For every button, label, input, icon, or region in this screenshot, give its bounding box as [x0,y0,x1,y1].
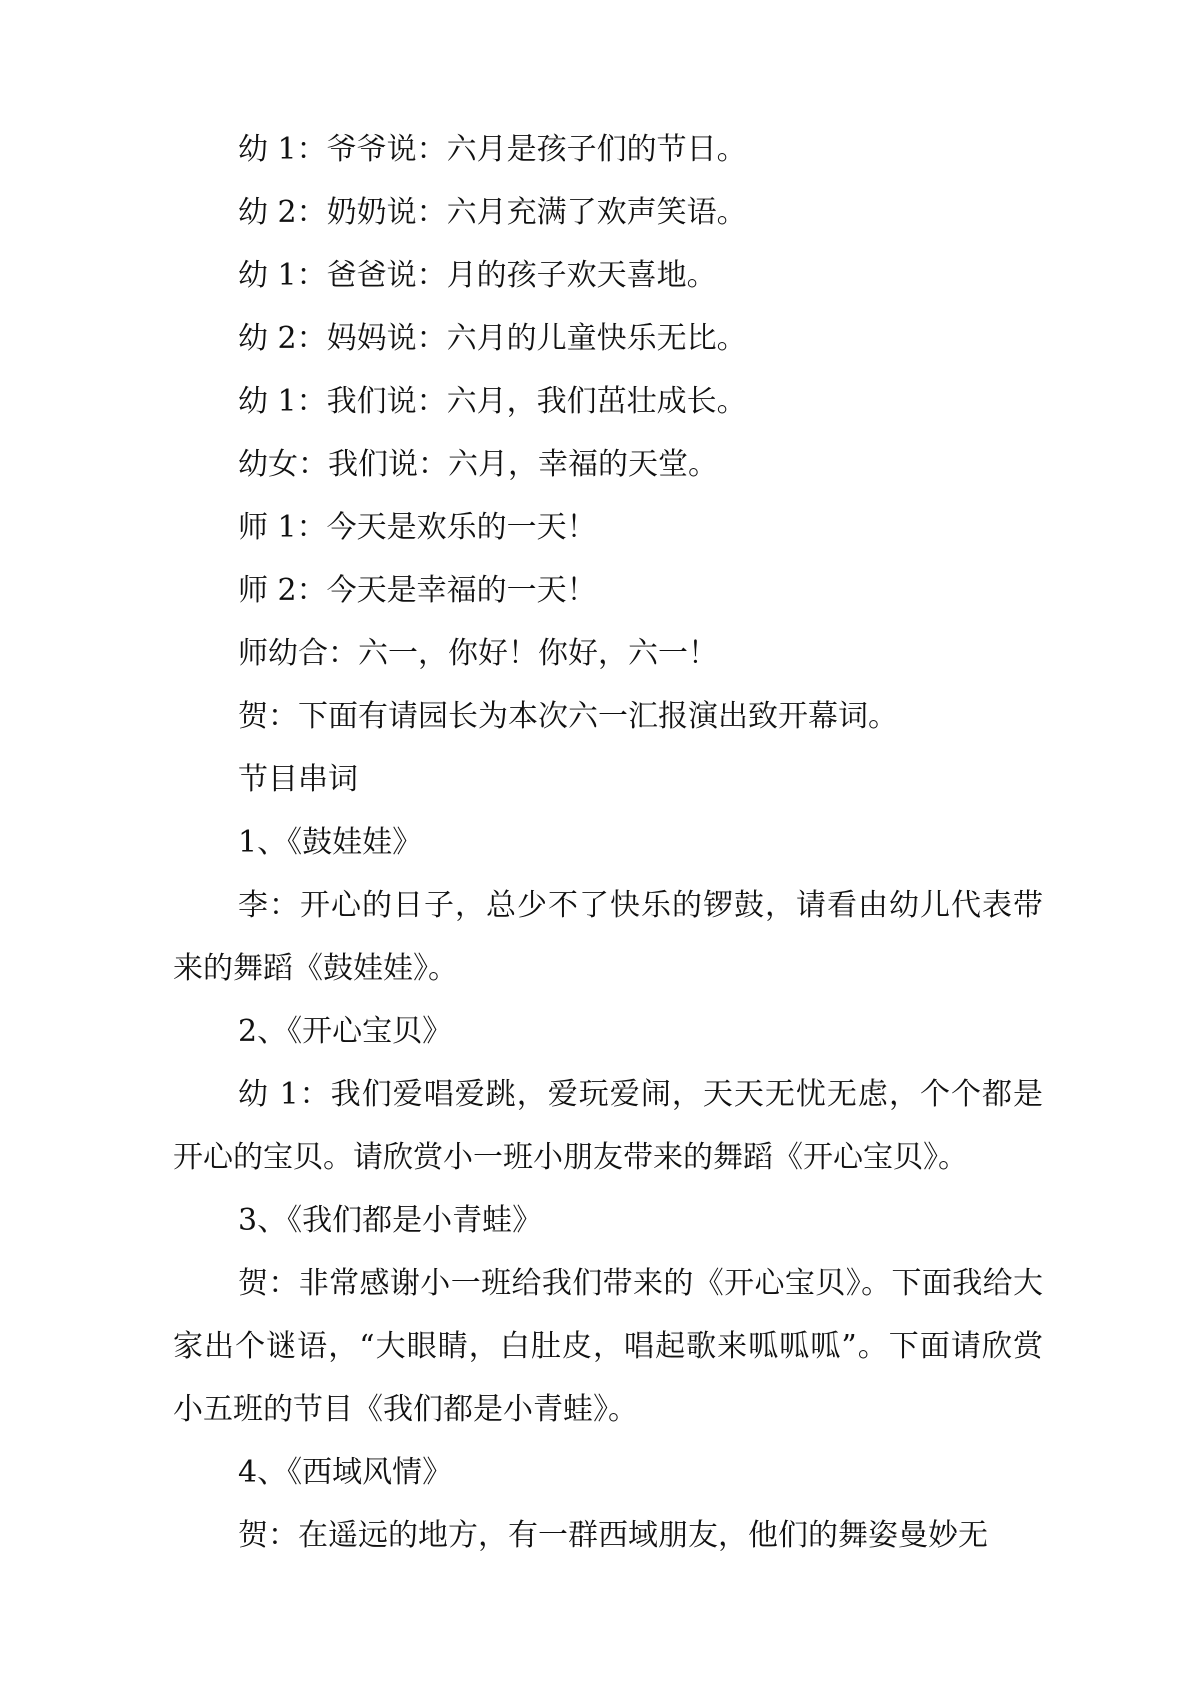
program-4-text: 贺：在遥远的地方，有一群西域朋友，他们的舞姿曼妙无 [238,1518,988,1553]
dialogue-line-4: 幼 2：妈妈说：六月的儿童快乐无比。 [238,321,747,356]
dialogue-line-9: 师幼合：六一，你好！你好，六一！ [238,636,718,671]
dialogue-line-7: 师 1：今天是欢乐的一天！ [238,510,597,545]
dialogue-line-5: 幼 1：我们说：六月，我们茁壮成长。 [238,384,747,419]
document-body [173,118,1043,1567]
program-3-text: 贺：非常感谢小一班给我们带来的《开心宝贝》。下面我给大家出个谜语，“大眼睛，白肚皮，唱起歌来呱呱呱”。下面请欣赏小五班的节目《我们都是小青蛙》。 [173,1266,1043,1427]
program-2-title: 2、《开心宝贝》 [238,1014,453,1049]
dialogue-line-8: 师 2：今天是幸福的一天！ [238,573,597,608]
dialogue-line-10: 贺：下面有请园长为本次六一汇报演出致开幕词。 [238,699,898,734]
dialogue-line-2: 幼 2：奶奶说：六月充满了欢声笑语。 [238,195,747,230]
dialogue-line-6: 幼女：我们说：六月，幸福的天堂。 [238,447,718,482]
section-heading: 节目串词 [238,762,358,797]
program-2-text: 幼 1：我们爱唱爱跳，爱玩爱闹，天天无忧无虑，个个都是开心的宝贝。请欣赏小一班小朋友带来的舞蹈《开心宝贝》。 [173,1077,1043,1175]
program-1-title: 1、《鼓娃娃》 [238,825,423,860]
program-3-title: 3、《我们都是小青蛙》 [238,1203,543,1238]
program-4-title: 4、《西域风情》 [238,1455,453,1490]
program-1-text: 李：开心的日子，总少不了快乐的锣鼓，请看由幼儿代表带来的舞蹈《鼓娃娃》。 [173,888,1043,986]
dialogue-line-1: 幼 1：爷爷说：六月是孩子们的节日。 [238,132,747,167]
dialogue-line-3: 幼 1：爸爸说：月的孩子欢天喜地。 [238,258,717,293]
